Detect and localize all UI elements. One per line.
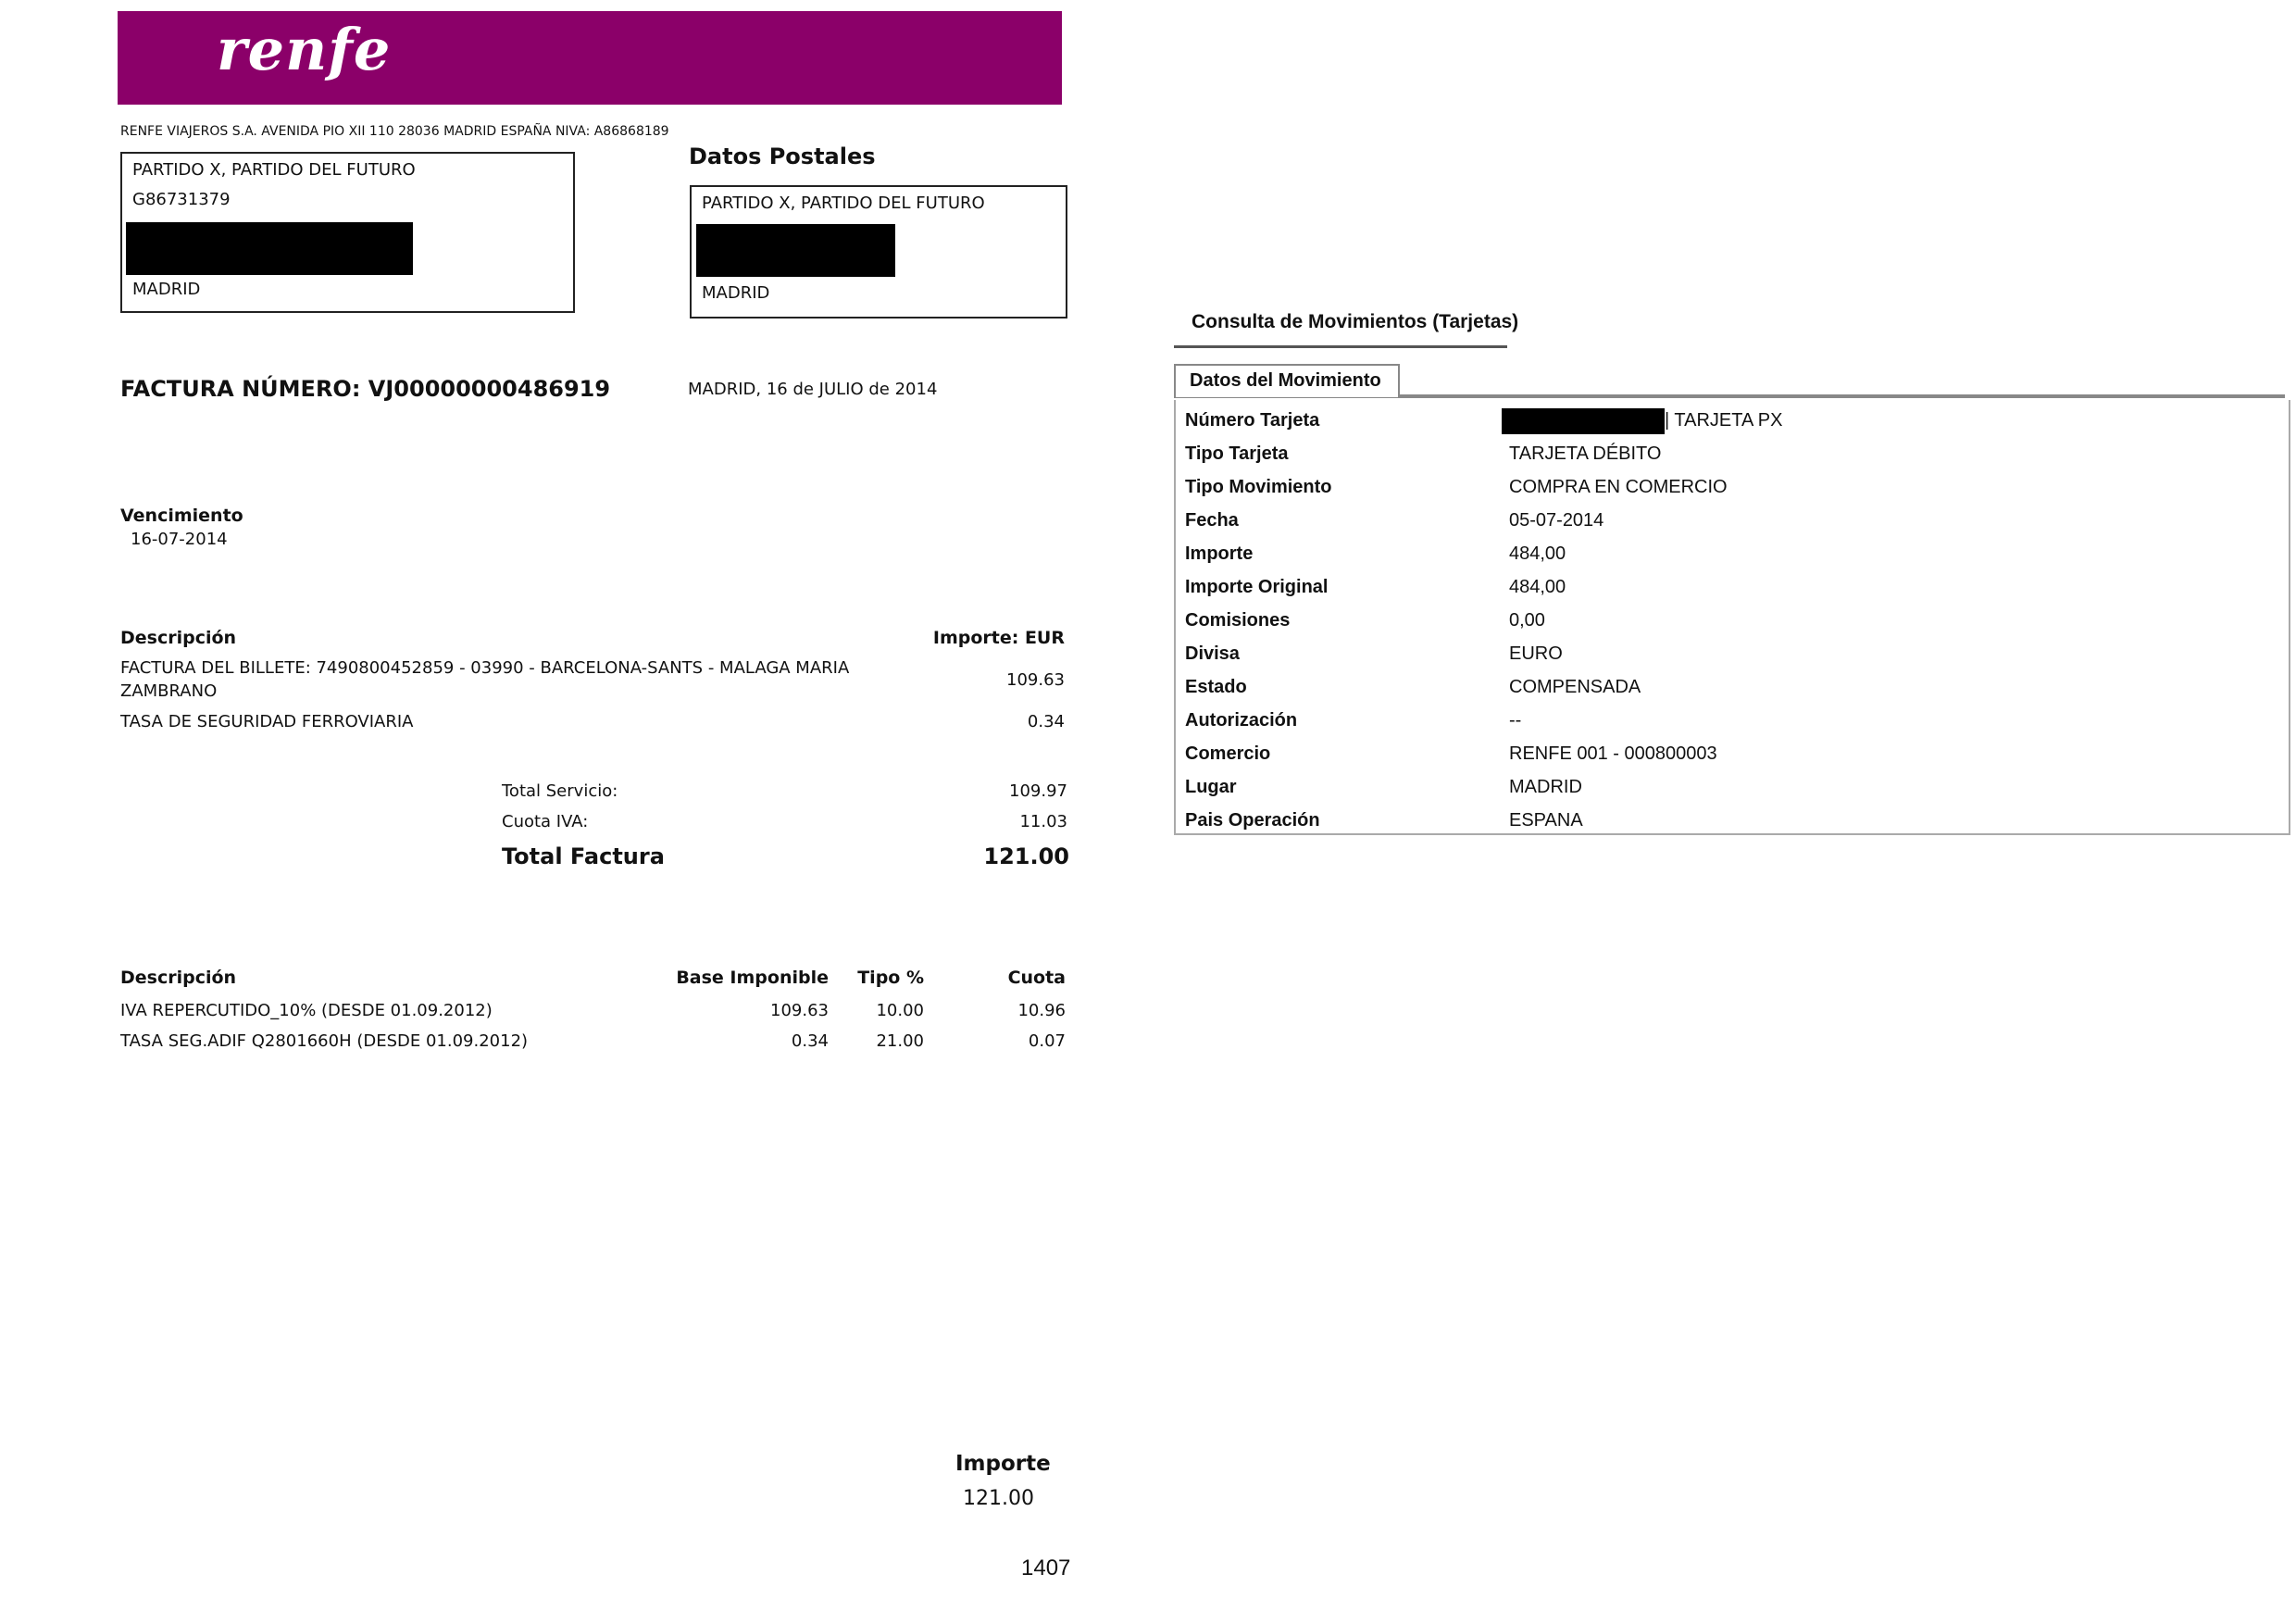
tax-row-rate: 10.00 [876,1001,924,1020]
line-item-description-cont: ZAMBRANO [120,681,218,701]
vat-amount-label: Cuota IVA: [502,812,589,831]
row-value-status: COMPENSADA [1509,677,1641,697]
row-label-status: Estado [1185,677,1247,697]
row-label-movement-type: Tipo Movimiento [1185,477,1332,497]
movement-details-panel [1174,400,2290,835]
tax-row-rate: 21.00 [876,1031,924,1051]
row-label-fees: Comisiones [1185,610,1291,631]
due-label: Vencimiento [120,506,243,526]
client-name: PARTIDO X, PARTIDO DEL FUTURO [132,160,416,180]
tax-row-description: IVA REPERCUTIDO_10% (DESDE 01.09.2012) [120,1001,493,1020]
client-nif: G86731379 [132,190,231,209]
row-value-date: 05-07-2014 [1509,510,1604,531]
company-info-line: RENFE VIAJEROS S.A. AVENIDA PIO XII 110 28036 MADRID ESPAÑA NIVA: A86868189 [120,124,669,139]
line-item-amount: 109.63 [1006,670,1065,690]
invoice-total-value: 121.00 [983,843,1069,869]
row-label-original-amount: Importe Original [1185,577,1329,597]
row-label-country: Pais Operación [1185,810,1320,831]
row-label-date: Fecha [1185,510,1239,531]
row-label-amount: Importe [1185,543,1254,564]
row-label-authorization: Autorización [1185,710,1298,731]
client-city: MADRID [132,280,201,299]
footer-amount-value: 121.00 [963,1487,1034,1510]
line-item-amount: 0.34 [1027,712,1065,731]
lines-header-description: Descripción [120,628,237,648]
row-value-place: MADRID [1509,777,1582,797]
page-number: 1407 [1021,1555,1071,1580]
line-item-description: TASA DE SEGURIDAD FERROVIARIA [120,712,414,731]
row-label-card-number: Número Tarjeta [1185,410,1320,431]
row-value-card-type: TARJETA DÉBITO [1509,443,1662,464]
row-value-merchant: RENFE 001 - 000800003 [1509,743,1717,764]
redacted-client-address [126,222,413,275]
total-service-value: 109.97 [1009,781,1067,801]
tax-header-amount: Cuota [1007,968,1066,988]
row-label-place: Lugar [1185,777,1237,797]
lines-header-amount: Importe: EUR [932,628,1065,648]
row-value-authorization: -- [1509,710,1522,731]
postal-data-title: Datos Postales [689,144,876,169]
row-label-card-type: Tipo Tarjeta [1185,443,1289,464]
row-value-original-amount: 484,00 [1509,577,1566,597]
tax-row-description: TASA SEG.ADIF Q2801660H (DESDE 01.09.2012) [120,1031,529,1051]
title-underline [1174,345,1507,348]
tab-movement-data-label: Datos del Movimiento [1190,370,1381,391]
row-value-country: ESPANA [1509,810,1583,831]
tax-header-description: Descripción [120,968,237,988]
due-date: 16-07-2014 [131,530,228,549]
tax-row-amount: 0.07 [1028,1031,1066,1051]
renfe-logo: renfe [217,16,392,83]
card-type-suffix: | TARJETA PX [1665,410,1783,431]
postal-city: MADRID [702,283,770,303]
tax-row-base: 109.63 [770,1001,829,1020]
postal-name: PARTIDO X, PARTIDO DEL FUTURO [702,194,985,213]
row-label-merchant: Comercio [1185,743,1271,764]
redacted-card-number [1502,408,1665,434]
redacted-postal-address [696,224,895,277]
row-value-movement-type: COMPRA EN COMERCIO [1509,477,1728,497]
tax-header-rate: Tipo % [857,968,924,988]
row-value-amount: 484,00 [1509,543,1566,564]
row-value-fees: 0,00 [1509,610,1545,631]
total-service-label: Total Servicio: [502,781,618,801]
tax-row-amount: 10.96 [1017,1001,1066,1020]
footer-amount-label: Importe [955,1452,1051,1476]
card-movements-title: Consulta de Movimientos (Tarjetas) [1192,311,1519,332]
line-item-description: FACTURA DEL BILLETE: 7490800452859 - 03990 - BARCELONA-SANTS - MALAGA MARIA [120,658,850,678]
invoice-number: FACTURA NÚMERO: VJ00000000486919 [120,376,611,402]
tax-row-base: 0.34 [791,1031,829,1051]
invoice-date: MADRID, 16 de JULIO de 2014 [688,380,938,399]
vat-amount-value: 11.03 [1019,812,1067,831]
tax-header-base: Base Imponible [676,968,829,988]
row-label-currency: Divisa [1185,643,1240,664]
invoice-total-label: Total Factura [502,843,665,869]
row-value-currency: EURO [1509,643,1563,664]
